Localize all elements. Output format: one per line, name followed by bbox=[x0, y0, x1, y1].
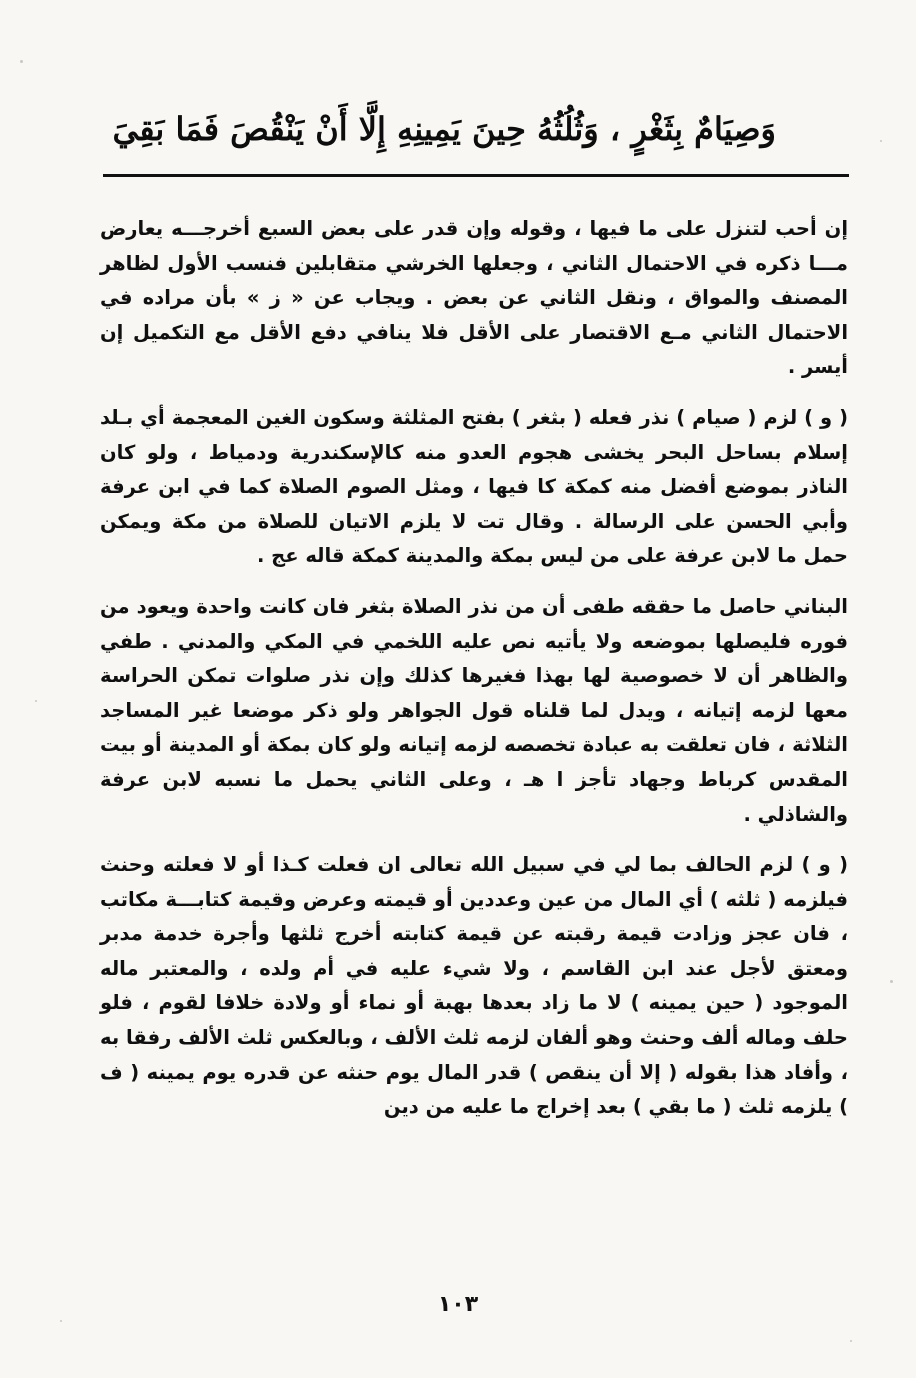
scan-speck bbox=[60, 1320, 62, 1322]
paragraph: ( و ) لزم الحالف بما لي في سبيل الله تعالى ان فعلت كـذا أو لا فعلته وحنث فيلزمه ( ثلثه ) أي المال من عين وعددين أو قيمته وعرض وقيمة كتابـــة مكاتب ، فان عجز وزادت قيمة رقبته عن قيمة كتابته أخرج ثلثها وأجرة خدمة مدبر ومعتق لأجل عند ابن القاسم ، ولا شيء عليه في أم ولده ، والمعتبر ماله الموجود ( حين يمينه ) لا ما زاد بعدها بهبة أو نماء أو ولادة خلافا لقوم ، فلو حلف وماله ألف وحنث وهو ألفان لزمه ثلث الألف ، وبالعكس ثلث الألف رفقا به ، وأفاد هذا بقوله ( إلا أن ينقص ) قدر المال يوم حنثه عن قدره يوم يمينه ( ف ) يلزمه ثلث ( ما بقي ) بعد إخراج ما عليه من دين bbox=[100, 853, 848, 1119]
scan-speck bbox=[35, 700, 37, 702]
main-text-block bbox=[100, 212, 848, 1125]
paragraph: إن أحب لتنزل على ما فيها ، وقوله وإن قدر على بعض السبع أخرجـــه يعارض مـــا ذكره في الاحتمال الثاني ، وجعلها الخرشي متقابلين فنسب الأول لظاهر المصنف والمواق ، ونقل الثاني عن بعض . ويجاب عن « ز » بأن مراده في الاحتمال الثاني مـع الاقتصار على الأقل فلا ينافي دفع الأقل مع التكميل إن أيسر . bbox=[100, 217, 848, 379]
scan-speck bbox=[850, 1340, 852, 1342]
scan-speck bbox=[20, 60, 23, 63]
header-divider bbox=[103, 174, 849, 177]
paragraph: ( و ) لزم ( صيام ) نذر فعله ( بثغر ) بفتح المثلثة وسكون الغين المعجمة أي بـلد إسلام بساحل البحر يخشى هجوم العدو منه كالإسكندرية ودمياط ، ولو كان الناذر بموضع أفضل منه كمكة كا فيها ، ومثل الصوم الصلاة كما في ابن عرفة وأبي الحسن على الرسالة . وقال تت لا يلزم الاتيان للصلاة من مكة ويمكن حمل ما لابن عرفة على من ليس بمكة والمدينة كمكة قاله عج . bbox=[100, 405, 848, 568]
paragraph: البناني حاصل ما حققه طفى أن من نذر الصلاة بثغر فان كانت واحدة ويعود من فوره فليصلها بموضعه ولا يأتيه نص عليه اللخمي في المكي والمدني . طفي والظاهر أن لا خصوصية لها بهذا فغيرها كذلك وإن نذر صلوات تمكن الحراسة معها لزمه إتيانه ، ويدل لما قلناه قول الجواهر ولو ذكر موضعا غير المساجد الثلاثة ، فان تعلقت به عبادة تخصصه لزمه إتيانه ولو كان بمكة أو المدينة أو بيت المقدس كرباط وجهاد تأجز ا هـ ، وعلى الثاني يحمل ما نسبه لابن عرفة والشاذلي . bbox=[100, 594, 848, 826]
scan-speck bbox=[880, 140, 882, 142]
scan-speck bbox=[890, 980, 893, 983]
page-header-title: وَصِيَامٌ بِثَغْرٍ ، وَثُلُثُهُ حِينَ يَمِينِهِ إِلَّا أَنْ يَنْقُصَ فَمَا بَقِيَ bbox=[112, 110, 776, 148]
page-number: ١٠٣ bbox=[437, 1292, 479, 1317]
